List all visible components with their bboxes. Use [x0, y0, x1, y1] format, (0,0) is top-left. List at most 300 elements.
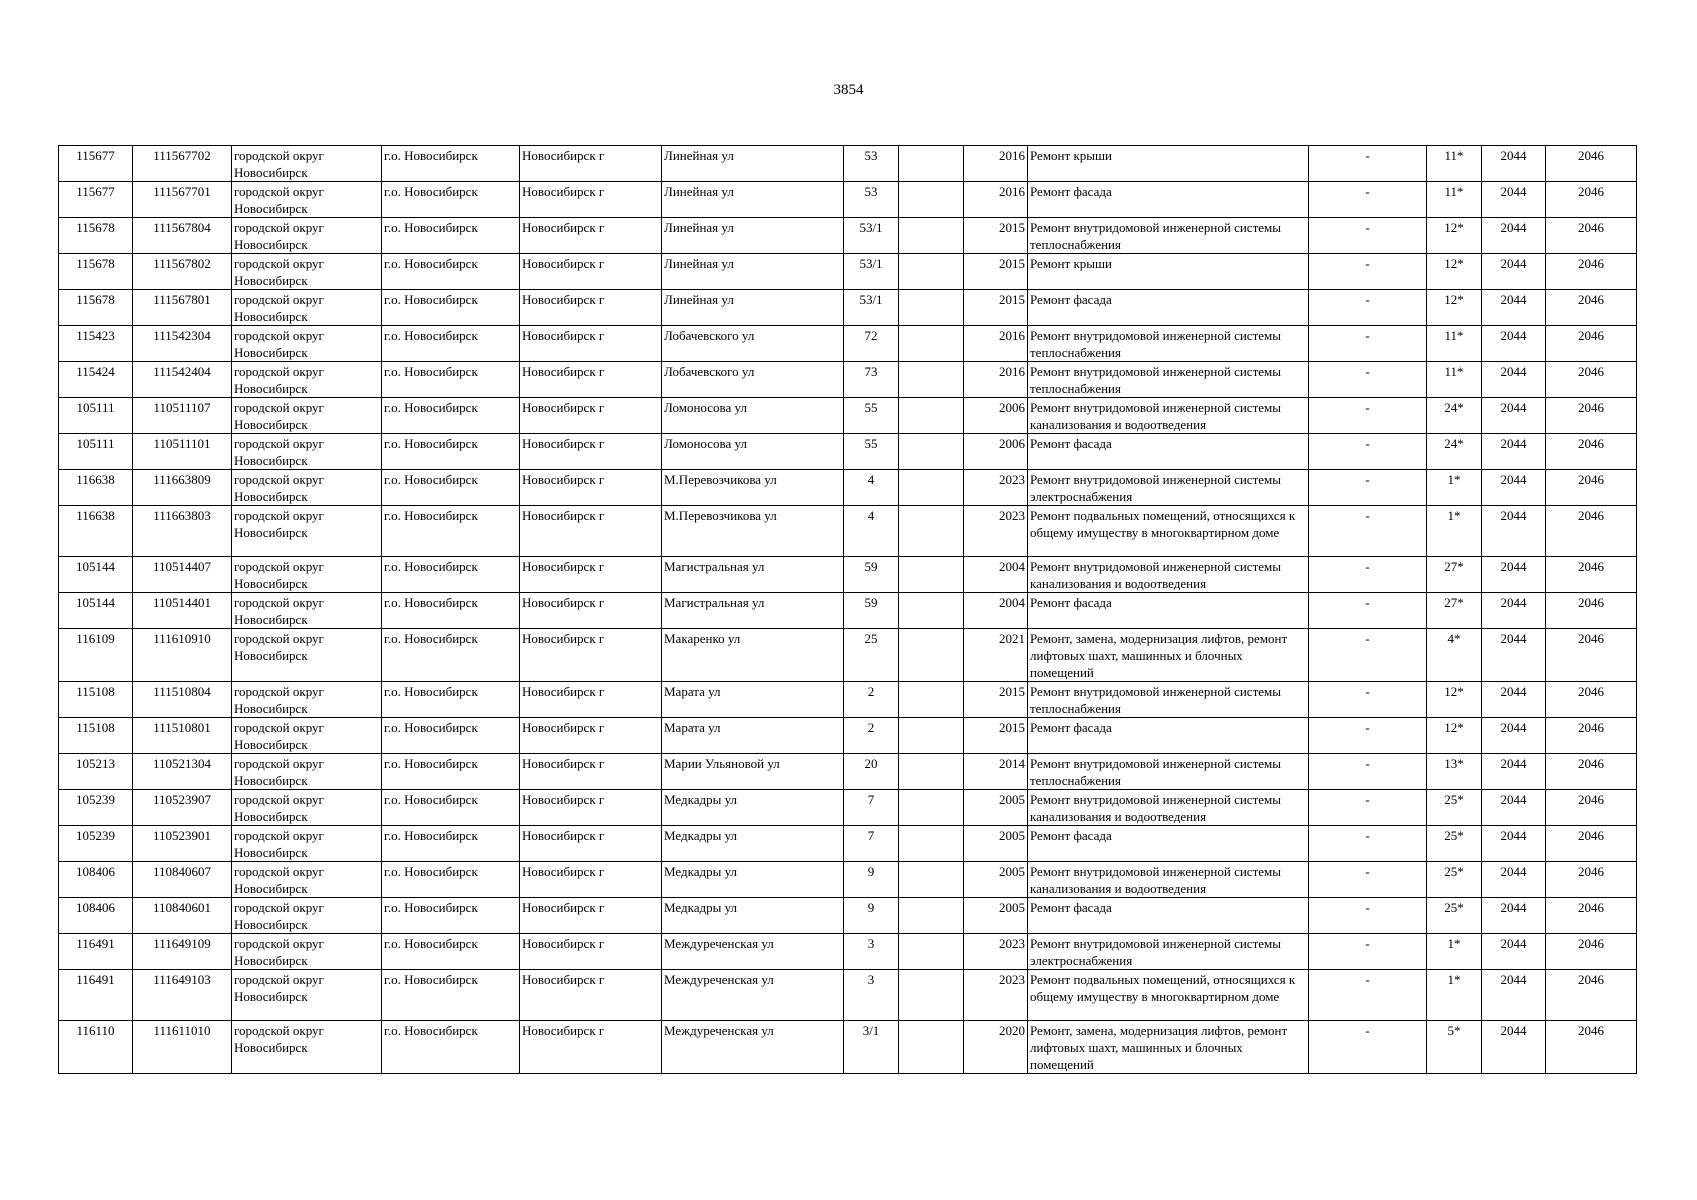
municipality-cell: г.о. Новосибирск: [382, 970, 520, 1021]
house-id-cell: 116110: [59, 1021, 133, 1074]
house-number-cell: 53: [844, 146, 899, 182]
year-cell: 2015: [964, 718, 1028, 754]
district-cell: городской округ Новосибирск: [232, 470, 382, 506]
house-number-cell: 4: [844, 470, 899, 506]
municipality-cell: г.о. Новосибирск: [382, 506, 520, 557]
building-cell: [899, 557, 964, 593]
city-cell: Новосибирск г: [520, 254, 662, 290]
house-id-cell: 115678: [59, 218, 133, 254]
house-id-cell: 105213: [59, 754, 133, 790]
district-cell: городской округ Новосибирск: [232, 146, 382, 182]
building-cell: [899, 1021, 964, 1074]
district-cell: городской округ Новосибирск: [232, 398, 382, 434]
house-id-cell: 105144: [59, 593, 133, 629]
street-cell: Линейная ул: [662, 290, 844, 326]
street-cell: Медкадры ул: [662, 826, 844, 862]
municipality-cell: г.о. Новосибирск: [382, 629, 520, 682]
table-row: [59, 290, 1637, 326]
district-cell: городской округ Новосибирск: [232, 182, 382, 218]
house-number-cell: 53/1: [844, 218, 899, 254]
end-year-cell: 2046: [1546, 557, 1637, 593]
period-cell: 12*: [1427, 682, 1482, 718]
note-cell: -: [1309, 470, 1427, 506]
street-cell: Магистральная ул: [662, 593, 844, 629]
end-year-cell: 2046: [1546, 754, 1637, 790]
house-id-cell: 116491: [59, 934, 133, 970]
street-cell: Медкадры ул: [662, 862, 844, 898]
period-cell: 4*: [1427, 629, 1482, 682]
period-cell: 5*: [1427, 1021, 1482, 1074]
building-cell: [899, 682, 964, 718]
note-cell: -: [1309, 593, 1427, 629]
table-row: [59, 362, 1637, 398]
table-row: [59, 146, 1637, 182]
year-cell: 2004: [964, 557, 1028, 593]
end-year-cell: 2046: [1546, 629, 1637, 682]
street-cell: Макаренко ул: [662, 629, 844, 682]
street-cell: Марата ул: [662, 682, 844, 718]
work-code-cell: 111663803: [133, 506, 232, 557]
year-cell: 2015: [964, 254, 1028, 290]
end-year-cell: 2046: [1546, 898, 1637, 934]
period-cell: 25*: [1427, 826, 1482, 862]
house-id-cell: 105144: [59, 557, 133, 593]
municipality-cell: г.о. Новосибирск: [382, 557, 520, 593]
district-cell: городской округ Новосибирск: [232, 862, 382, 898]
table-row: [59, 506, 1637, 557]
city-cell: Новосибирск г: [520, 470, 662, 506]
district-cell: городской округ Новосибирск: [232, 218, 382, 254]
work-code-cell: 110514407: [133, 557, 232, 593]
municipality-cell: г.о. Новосибирск: [382, 218, 520, 254]
table-row: [59, 254, 1637, 290]
city-cell: Новосибирск г: [520, 790, 662, 826]
street-cell: Ломоносова ул: [662, 434, 844, 470]
start-year-cell: 2044: [1482, 434, 1546, 470]
street-cell: Линейная ул: [662, 182, 844, 218]
house-id-cell: 115677: [59, 146, 133, 182]
note-cell: -: [1309, 682, 1427, 718]
table-row: [59, 1021, 1637, 1074]
period-cell: 12*: [1427, 290, 1482, 326]
house-number-cell: 9: [844, 898, 899, 934]
municipality-cell: г.о. Новосибирск: [382, 362, 520, 398]
end-year-cell: 2046: [1546, 862, 1637, 898]
street-cell: М.Перевозчикова ул: [662, 470, 844, 506]
house-id-cell: 115678: [59, 254, 133, 290]
start-year-cell: 2044: [1482, 970, 1546, 1021]
year-cell: 2023: [964, 506, 1028, 557]
house-id-cell: 105239: [59, 826, 133, 862]
note-cell: -: [1309, 506, 1427, 557]
municipality-cell: г.о. Новосибирск: [382, 898, 520, 934]
house-id-cell: 108406: [59, 898, 133, 934]
start-year-cell: 2044: [1482, 470, 1546, 506]
end-year-cell: 2046: [1546, 470, 1637, 506]
district-cell: городской округ Новосибирск: [232, 1021, 382, 1074]
work-type-cell: Ремонт внутридомовой инженерной системы теплоснабжения: [1028, 218, 1309, 254]
work-code-cell: 110840601: [133, 898, 232, 934]
table-row: [59, 326, 1637, 362]
year-cell: 2023: [964, 970, 1028, 1021]
house-number-cell: 2: [844, 718, 899, 754]
period-cell: 27*: [1427, 593, 1482, 629]
period-cell: 1*: [1427, 506, 1482, 557]
house-number-cell: 53/1: [844, 290, 899, 326]
start-year-cell: 2044: [1482, 557, 1546, 593]
district-cell: городской округ Новосибирск: [232, 326, 382, 362]
municipality-cell: г.о. Новосибирск: [382, 790, 520, 826]
work-code-cell: 110840607: [133, 862, 232, 898]
note-cell: -: [1309, 629, 1427, 682]
house-id-cell: 108406: [59, 862, 133, 898]
table-row: [59, 629, 1637, 682]
building-cell: [899, 434, 964, 470]
city-cell: Новосибирск г: [520, 862, 662, 898]
street-cell: Междуреченская ул: [662, 934, 844, 970]
work-type-cell: Ремонт внутридомовой инженерной системы теплоснабжения: [1028, 754, 1309, 790]
building-cell: [899, 629, 964, 682]
year-cell: 2005: [964, 862, 1028, 898]
table-row: [59, 218, 1637, 254]
end-year-cell: 2046: [1546, 254, 1637, 290]
work-code-cell: 111567802: [133, 254, 232, 290]
start-year-cell: 2044: [1482, 290, 1546, 326]
end-year-cell: 2046: [1546, 934, 1637, 970]
building-cell: [899, 826, 964, 862]
note-cell: -: [1309, 934, 1427, 970]
house-number-cell: 7: [844, 790, 899, 826]
end-year-cell: 2046: [1546, 970, 1637, 1021]
start-year-cell: 2044: [1482, 182, 1546, 218]
house-number-cell: 2: [844, 682, 899, 718]
note-cell: -: [1309, 790, 1427, 826]
work-code-cell: 110523901: [133, 826, 232, 862]
building-cell: [899, 593, 964, 629]
work-code-cell: 111649109: [133, 934, 232, 970]
municipality-cell: г.о. Новосибирск: [382, 326, 520, 362]
start-year-cell: 2044: [1482, 629, 1546, 682]
street-cell: Магистральная ул: [662, 557, 844, 593]
district-cell: городской округ Новосибирск: [232, 970, 382, 1021]
city-cell: Новосибирск г: [520, 557, 662, 593]
city-cell: Новосибирск г: [520, 970, 662, 1021]
house-id-cell: 115108: [59, 718, 133, 754]
district-cell: городской округ Новосибирск: [232, 506, 382, 557]
city-cell: Новосибирск г: [520, 218, 662, 254]
work-type-cell: Ремонт фасада: [1028, 290, 1309, 326]
house-number-cell: 72: [844, 326, 899, 362]
work-code-cell: 111567804: [133, 218, 232, 254]
year-cell: 2005: [964, 826, 1028, 862]
work-type-cell: Ремонт внутридомовой инженерной системы канализования и водоотведения: [1028, 790, 1309, 826]
work-code-cell: 111510801: [133, 718, 232, 754]
work-code-cell: 111649103: [133, 970, 232, 1021]
table-row: [59, 934, 1637, 970]
start-year-cell: 2044: [1482, 218, 1546, 254]
house-id-cell: 115678: [59, 290, 133, 326]
period-cell: 1*: [1427, 934, 1482, 970]
year-cell: 2023: [964, 934, 1028, 970]
building-cell: [899, 362, 964, 398]
district-cell: городской округ Новосибирск: [232, 434, 382, 470]
table-row: [59, 398, 1637, 434]
building-cell: [899, 146, 964, 182]
work-code-cell: 110523907: [133, 790, 232, 826]
city-cell: Новосибирск г: [520, 629, 662, 682]
city-cell: Новосибирск г: [520, 593, 662, 629]
building-cell: [899, 934, 964, 970]
municipality-cell: г.о. Новосибирск: [382, 398, 520, 434]
end-year-cell: 2046: [1546, 290, 1637, 326]
note-cell: -: [1309, 718, 1427, 754]
start-year-cell: 2044: [1482, 862, 1546, 898]
table-row: [59, 898, 1637, 934]
house-number-cell: 73: [844, 362, 899, 398]
house-number-cell: 3: [844, 970, 899, 1021]
year-cell: 2006: [964, 434, 1028, 470]
district-cell: городской округ Новосибирск: [232, 362, 382, 398]
work-code-cell: 110514401: [133, 593, 232, 629]
note-cell: -: [1309, 1021, 1427, 1074]
year-cell: 2016: [964, 362, 1028, 398]
end-year-cell: 2046: [1546, 790, 1637, 826]
street-cell: Медкадры ул: [662, 790, 844, 826]
start-year-cell: 2044: [1482, 254, 1546, 290]
work-code-cell: 111663809: [133, 470, 232, 506]
end-year-cell: 2046: [1546, 1021, 1637, 1074]
municipality-cell: г.о. Новосибирск: [382, 470, 520, 506]
start-year-cell: 2044: [1482, 146, 1546, 182]
municipality-cell: г.о. Новосибирск: [382, 934, 520, 970]
work-code-cell: 110511101: [133, 434, 232, 470]
work-type-cell: Ремонт подвальных помещений, относящихся к общему имуществу в многоквартирном доме: [1028, 970, 1309, 1021]
work-code-cell: 111610910: [133, 629, 232, 682]
page-number: 3854: [833, 82, 864, 98]
work-type-cell: Ремонт внутридомовой инженерной системы канализования и водоотведения: [1028, 862, 1309, 898]
house-id-cell: 115677: [59, 182, 133, 218]
table-row: [59, 434, 1637, 470]
street-cell: Ломоносова ул: [662, 398, 844, 434]
table-row: [59, 826, 1637, 862]
start-year-cell: 2044: [1482, 398, 1546, 434]
start-year-cell: 2044: [1482, 826, 1546, 862]
district-cell: городской округ Новосибирск: [232, 254, 382, 290]
house-id-cell: 115423: [59, 326, 133, 362]
end-year-cell: 2046: [1546, 146, 1637, 182]
start-year-cell: 2044: [1482, 718, 1546, 754]
house-number-cell: 55: [844, 434, 899, 470]
note-cell: -: [1309, 434, 1427, 470]
municipality-cell: г.о. Новосибирск: [382, 290, 520, 326]
district-cell: городской округ Новосибирск: [232, 593, 382, 629]
building-cell: [899, 326, 964, 362]
municipality-cell: г.о. Новосибирск: [382, 862, 520, 898]
table-row: [59, 790, 1637, 826]
house-number-cell: 3: [844, 934, 899, 970]
building-cell: [899, 398, 964, 434]
end-year-cell: 2046: [1546, 218, 1637, 254]
municipality-cell: г.о. Новосибирск: [382, 593, 520, 629]
house-number-cell: 25: [844, 629, 899, 682]
street-cell: Линейная ул: [662, 146, 844, 182]
start-year-cell: 2044: [1482, 506, 1546, 557]
start-year-cell: 2044: [1482, 934, 1546, 970]
table-row: [59, 862, 1637, 898]
end-year-cell: 2046: [1546, 682, 1637, 718]
year-cell: 2015: [964, 218, 1028, 254]
year-cell: 2004: [964, 593, 1028, 629]
city-cell: Новосибирск г: [520, 718, 662, 754]
period-cell: 25*: [1427, 790, 1482, 826]
district-cell: городской округ Новосибирск: [232, 718, 382, 754]
house-number-cell: 55: [844, 398, 899, 434]
end-year-cell: 2046: [1546, 434, 1637, 470]
house-id-cell: 105239: [59, 790, 133, 826]
start-year-cell: 2044: [1482, 898, 1546, 934]
note-cell: -: [1309, 218, 1427, 254]
work-type-cell: Ремонт фасада: [1028, 434, 1309, 470]
building-cell: [899, 506, 964, 557]
street-cell: Марата ул: [662, 718, 844, 754]
street-cell: Линейная ул: [662, 218, 844, 254]
city-cell: Новосибирск г: [520, 362, 662, 398]
house-number-cell: 53/1: [844, 254, 899, 290]
start-year-cell: 2044: [1482, 682, 1546, 718]
period-cell: 24*: [1427, 398, 1482, 434]
work-type-cell: Ремонт фасада: [1028, 182, 1309, 218]
city-cell: Новосибирск г: [520, 146, 662, 182]
work-type-cell: Ремонт подвальных помещений, относящихся к общему имуществу в многоквартирном доме: [1028, 506, 1309, 557]
note-cell: -: [1309, 326, 1427, 362]
end-year-cell: 2046: [1546, 182, 1637, 218]
work-code-cell: 111510804: [133, 682, 232, 718]
table-row: [59, 970, 1637, 1021]
municipality-cell: г.о. Новосибирск: [382, 682, 520, 718]
building-cell: [899, 290, 964, 326]
work-code-cell: 111542304: [133, 326, 232, 362]
house-number-cell: 7: [844, 826, 899, 862]
note-cell: -: [1309, 362, 1427, 398]
city-cell: Новосибирск г: [520, 898, 662, 934]
work-type-cell: Ремонт, замена, модернизация лифтов, ремонт лифтовых шахт, машинных и блочных помещений: [1028, 1021, 1309, 1074]
house-id-cell: 115108: [59, 682, 133, 718]
note-cell: -: [1309, 557, 1427, 593]
period-cell: 24*: [1427, 434, 1482, 470]
note-cell: -: [1309, 898, 1427, 934]
house-id-cell: 116491: [59, 970, 133, 1021]
district-cell: городской округ Новосибирск: [232, 934, 382, 970]
table-row: [59, 682, 1637, 718]
year-cell: 2016: [964, 146, 1028, 182]
municipality-cell: г.о. Новосибирск: [382, 434, 520, 470]
municipality-cell: г.о. Новосибирск: [382, 146, 520, 182]
house-id-cell: 116638: [59, 470, 133, 506]
street-cell: М.Перевозчикова ул: [662, 506, 844, 557]
municipality-cell: г.о. Новосибирск: [382, 826, 520, 862]
year-cell: 2014: [964, 754, 1028, 790]
work-type-cell: Ремонт фасада: [1028, 593, 1309, 629]
district-cell: городской округ Новосибирск: [232, 557, 382, 593]
end-year-cell: 2046: [1546, 593, 1637, 629]
end-year-cell: 2046: [1546, 506, 1637, 557]
city-cell: Новосибирск г: [520, 182, 662, 218]
street-cell: Марии Ульяновой ул: [662, 754, 844, 790]
period-cell: 12*: [1427, 254, 1482, 290]
note-cell: -: [1309, 826, 1427, 862]
start-year-cell: 2044: [1482, 754, 1546, 790]
start-year-cell: 2044: [1482, 1021, 1546, 1074]
work-code-cell: 111611010: [133, 1021, 232, 1074]
work-type-cell: Ремонт фасада: [1028, 718, 1309, 754]
period-cell: 25*: [1427, 862, 1482, 898]
note-cell: -: [1309, 398, 1427, 434]
house-number-cell: 53: [844, 182, 899, 218]
house-number-cell: 59: [844, 557, 899, 593]
note-cell: -: [1309, 146, 1427, 182]
period-cell: 1*: [1427, 470, 1482, 506]
district-cell: городской округ Новосибирск: [232, 682, 382, 718]
year-cell: 2020: [964, 1021, 1028, 1074]
work-code-cell: 110521304: [133, 754, 232, 790]
house-id-cell: 105111: [59, 398, 133, 434]
district-cell: городской округ Новосибирск: [232, 290, 382, 326]
work-code-cell: 111567701: [133, 182, 232, 218]
building-cell: [899, 218, 964, 254]
house-id-cell: 116109: [59, 629, 133, 682]
building-cell: [899, 182, 964, 218]
work-type-cell: Ремонт внутридомовой инженерной системы теплоснабжения: [1028, 326, 1309, 362]
period-cell: 11*: [1427, 146, 1482, 182]
start-year-cell: 2044: [1482, 326, 1546, 362]
house-id-cell: 116638: [59, 506, 133, 557]
city-cell: Новосибирск г: [520, 682, 662, 718]
city-cell: Новосибирск г: [520, 326, 662, 362]
work-type-cell: Ремонт, замена, модернизация лифтов, ремонт лифтовых шахт, машинных и блочных помещений: [1028, 629, 1309, 682]
period-cell: 11*: [1427, 182, 1482, 218]
street-cell: Лобачевского ул: [662, 326, 844, 362]
street-cell: Медкадры ул: [662, 898, 844, 934]
house-id-cell: 105111: [59, 434, 133, 470]
note-cell: -: [1309, 862, 1427, 898]
work-type-cell: Ремонт фасада: [1028, 826, 1309, 862]
work-type-cell: Ремонт фасада: [1028, 898, 1309, 934]
street-cell: Междуреченская ул: [662, 1021, 844, 1074]
work-code-cell: 111567702: [133, 146, 232, 182]
table-row: [59, 557, 1637, 593]
city-cell: Новосибирск г: [520, 826, 662, 862]
city-cell: Новосибирск г: [520, 434, 662, 470]
note-cell: -: [1309, 970, 1427, 1021]
note-cell: -: [1309, 254, 1427, 290]
house-number-cell: 20: [844, 754, 899, 790]
period-cell: 25*: [1427, 898, 1482, 934]
house-number-cell: 4: [844, 506, 899, 557]
municipality-cell: г.о. Новосибирск: [382, 182, 520, 218]
building-cell: [899, 754, 964, 790]
street-cell: Лобачевского ул: [662, 362, 844, 398]
note-cell: -: [1309, 290, 1427, 326]
note-cell: -: [1309, 754, 1427, 790]
city-cell: Новосибирск г: [520, 398, 662, 434]
table-row: [59, 470, 1637, 506]
municipality-cell: г.о. Новосибирск: [382, 254, 520, 290]
municipality-cell: г.о. Новосибирск: [382, 754, 520, 790]
work-type-cell: Ремонт внутридомовой инженерной системы канализования и водоотведения: [1028, 557, 1309, 593]
street-cell: Междуреченская ул: [662, 970, 844, 1021]
work-type-cell: Ремонт крыши: [1028, 254, 1309, 290]
year-cell: 2023: [964, 470, 1028, 506]
